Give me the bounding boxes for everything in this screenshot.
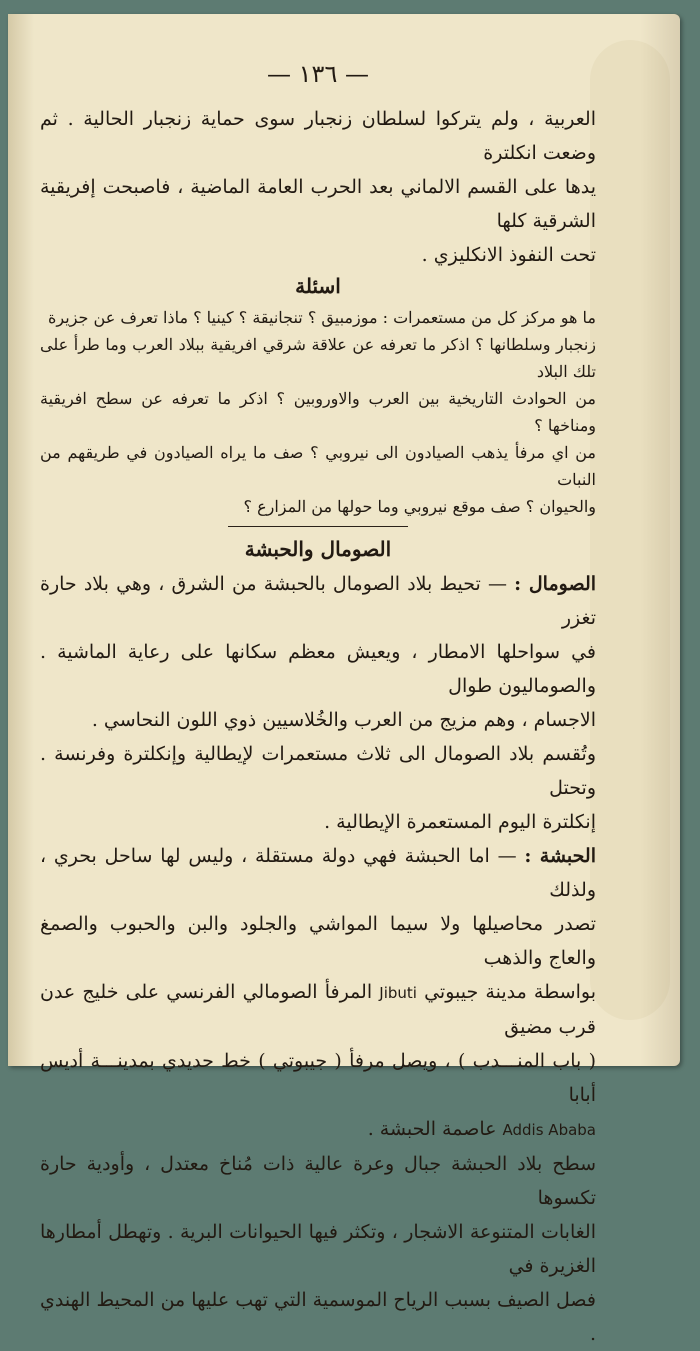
abyssinia-subject: الحبشة : (524, 845, 596, 867)
surface-line-1: سطح بلاد الحبشة جبال وعرة عالية ذات مُناخ معتدل ، وأودية حارة تكسوها (40, 1153, 596, 1209)
somali-line-1 (40, 567, 596, 635)
somali-text-1: — تحيط بلاد الصومال بالحبشة من الشرق ، وهي بلاد حارة تغزر (40, 573, 596, 629)
addis-line (40, 1112, 596, 1147)
division-line-1: وتُقسم بلاد الصومال الى ثلاث مستعمرات لإيطالية وإنكلترة وفرنسة . وتحتل (40, 743, 596, 799)
page-gutter-shadow (8, 14, 34, 1066)
abyssinia-line-2: تصدر محاصيلها ولا سيما المواشي والجلود والبن والحبوب والصمغ والعاج والذهب (40, 913, 596, 969)
division-line-2: إنكلترة اليوم المستعمرة الإيطالية . (324, 811, 596, 833)
question-line-5: والحيوان ؟ صف موقع نيروبي وما حولها من المزارع ؟ (243, 497, 596, 516)
abyssinia-line-1 (40, 839, 596, 907)
jibuti-suffix: المرفأ الصومالي الفرنسي على خليج عدن قرب مضيق (40, 981, 596, 1038)
somali-line-3: الاجسام ، وهم مزيج من العرب والخُلاسيين ذوي اللون النحاسي . (91, 709, 596, 731)
page-number: — ١٣٦ — (267, 60, 369, 88)
question-line-2: زنجبار وسلطانها ؟ اذكر ما تعرفه عن علاقة شرقي افريقية ببلاد العرب وما طرأ على تلك البلاد (40, 335, 596, 381)
addis-latin: Addis Ababa (502, 1121, 596, 1139)
jibuti-line (40, 975, 596, 1044)
somali-line-2: في سواحلها الامطار ، ويعيش معظم سكانها على رعاية الماشية . والصوماليون طوال (40, 641, 596, 697)
jibuti-prefix: بواسطة مدينة جيبوتي (424, 981, 596, 1003)
surface-line-3: فصل الصيف بسبب الرياح الموسمية التي تهب عليها من المحيط الهندي . (40, 1289, 596, 1345)
page-edge-shadow (640, 14, 680, 1066)
question-line-1: ما هو مركز كل من مستعمرات : موزمبيق ؟ تنجانيقة ؟ كينيا ؟ ماذا تعرف عن جزيرة (48, 308, 596, 327)
intro-line-1: العربية ، ولم يتركوا لسلطان زنجبار سوى حماية زنجبار الحالية . ثم وضعت انكلترة (40, 108, 596, 164)
question-line-4: من اي مرفأ يذهب الصيادون الى نيروبي ؟ صف ما يراه الصيادون في طريقهم من النبات (40, 443, 596, 489)
questions-heading: اسئلة (295, 274, 341, 298)
somali-subject: الصومال : (514, 573, 597, 595)
question-line-3: من الحوادث التاريخية بين العرب والاوروبين ؟ اذكر ما تعرفه عن سطح افريقية ومناخها ؟ (40, 389, 596, 435)
intro-line-2: يدها على القسم الالماني بعد الحرب العامة الماضية ، فاصبحت إفريقية الشرقية كلها (40, 176, 596, 232)
section-divider (228, 526, 408, 527)
jibuti-latin: Jibuti (379, 984, 417, 1002)
abyssinia-text-1: — اما الحبشة فهي دولة مستقلة ، وليس لها ساحل بحري ، ولذلك (40, 845, 596, 901)
section-heading: الصومال والحبشة (244, 537, 392, 561)
surface-line-2: الغابات المتنوعة الاشجار ، وتكثر فيها الحيوانات البرية . وتهطل أمطارها الغزيرة في (40, 1221, 596, 1277)
bab-line: ( باب المنـــدب ) ، ويصل مرفأ ( جيبوتي ) خط حديدي بمدينـــة أديس أبابا (40, 1050, 596, 1106)
page-content (40, 60, 596, 1351)
addis-suffix: عاصمة الحبشة . (367, 1118, 497, 1140)
intro-line-3: تحت النفوذ الانكليزي . (421, 244, 596, 266)
